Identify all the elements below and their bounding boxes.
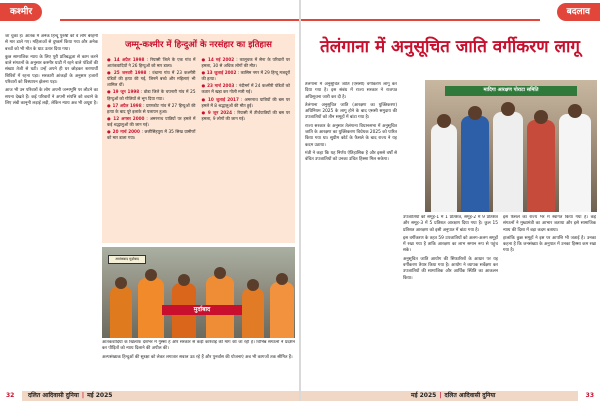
paragraph: तेलंगाना में अनुसूचित जाति (एससी) वर्गीकरण लागू कर दिया गया है। इस संबंध में राज्य सरकार ने राजपत्र अधिसूचना जारी कर दी है।: [305, 82, 397, 100]
magazine-name: दलित आदिवासी दुनिया: [444, 392, 496, 399]
issue-date: मई 2025: [411, 392, 437, 399]
paragraph: राज्य सरकार के अनुसार तेलंगाना विधानसभा में अनुसूचित जाति के आरक्षण का युक्तिकरण विधेयक 2025 को पारित किया गया था। सुप्रीम कोर्ट के फैसले के बाद राज्य ने यह कदम उठाया।: [305, 123, 397, 148]
protester-figure: [270, 282, 294, 338]
box-column-b: [202, 57, 291, 142]
left-page: [0, 0, 299, 401]
page-number: 33: [585, 392, 594, 399]
timeline-text: छत्तीसिंहपुरा में 35 सिख ग्रामीणों को मार डाला गया।: [107, 129, 196, 141]
protest-photo: [102, 247, 295, 338]
paragraph: जा चुका है। आतंक में अनेक हिन्दू पुरुषों को वे लोग बेरहमी से मार डाले गए। महिलाओं से दुष्कर्म किया गया और अनेक बच्चों को भी मौत के घाट उतार दिया गया।: [5, 34, 98, 52]
photo-caption: [102, 340, 295, 386]
right-footer-wrap: [301, 0, 600, 401]
timeline-entry: ● 20 मार्च 2000 : छत्तीसिंहपुरा में 35 सिख ग्रामीणों को मार डाला गया।: [107, 129, 196, 141]
timeline-text: रियासी जिले के एक गांव में आतंकवादियों ने 26 हिन्दुओं को मार डाला।: [107, 57, 196, 69]
timeline-date: 12 अगस्त 2000: [113, 115, 145, 121]
paragraph: आज भी उन परिवारों के लोग अपनी जन्मभूमि पर लौटने का सपना देखते हैं। कई परिवारों ने अपनी संपत्ति को बचाने के लिए लंबी कानूनी लड़ाई लड़ी, लेकिन न्याय अब भी अधूरा है।: [5, 88, 98, 106]
timeline-date: 23 मार्च 2003: [207, 83, 235, 89]
paragraph: उपजातियों को समूह-1 में 1 प्रतिशत, समूह-2 में 9 प्रतिशत और समूह-3 में 5 प्रतिशत आरक्षण दिया गया है। कुल 15 प्रतिशत आरक्षण को इसी अनुपात में बांटा गया है।: [403, 215, 498, 233]
timeline-date: 17 अप्रैल 1998: [112, 102, 142, 108]
paragraph: मंत्री ने कहा कि यह निर्णय ऐतिहासिक है और इससे वर्षों से वंचित उपजातियों को उनका उचित हिस्सा मिल सकेगा।: [305, 150, 397, 163]
protest-banner: मुर्दाबाद: [162, 305, 242, 315]
timeline-date: 19 जून 1998: [112, 89, 140, 95]
timeline-date: 14 मई 2002: [207, 57, 235, 62]
timeline-entry: ● 10 जुलाई 2017 : अमरनाथ यात्रियों की बस पर हमले में 8 श्रद्धालुओं की मौत हुई।: [201, 96, 290, 108]
paragraph: कुछ सामाजिक न्याय के लिए पूरी प्रतिबद्धता से काम करने वाले संगठनों के अनुसार कश्मीर घाटी में रहने वाले पंडितों की संख्या तेजी से घटी। उन्हें अपने ही घर छोड़कर शरणार्थी शिविरों में रहना पड़ा। सरकारी आंकड़ों के अनुसार हजारों परिवारों को विस्थापन झेलना पड़ा।: [5, 54, 98, 86]
timeline-text: अमरनाथ यात्रियों पर हमले में कई श्रद्धालुओं की जान गई।: [107, 115, 196, 127]
timeline-date: 20 मार्च 2000: [112, 129, 140, 135]
timeline-date: 9 जून 2024: [207, 109, 233, 115]
timeline-entry: ● 23 मार्च 2003 : नंदीमर्ग में 24 कश्मीरी पंडितों को कतार में खड़ा कर गोली मारी गई।: [201, 83, 290, 95]
history-box: [102, 34, 295, 243]
paragraph: हालांकि कुछ समूहों ने इस पर आपत्ति भी जताई है। उनका कहना है कि जनसंख्या के अनुपात में उनका हिस्सा कम रखा गया है।: [503, 235, 596, 254]
protester-figure: [138, 278, 164, 338]
timeline-text: वंधामा गांव में 23 कश्मीरी पंडितों की हत्या की गई, जिनमें बच्चे और महिलाएं भी शामिल थीं।: [107, 70, 196, 88]
page-number: 32: [6, 392, 15, 399]
timeline-date: 13 जुलाई 2002: [206, 70, 237, 76]
timeline-text: कालूचक में सेना के परिवारों पर हमला, 30 से अधिक लोगों की मौत।: [201, 57, 290, 69]
timeline-entry: ● 25 जनवरी 1998 : वंधामा गांव में 23 कश्मीरी पंडितों की हत्या की गई, जिनमें बच्चे और महिलाएं भी शामिल थीं।: [107, 70, 196, 88]
magazine-name: दलित आदिवासी दुनिया: [28, 392, 79, 399]
timeline-entry: ● 14 अप्रैल 1998 : रियासी जिले के एक गांव में आतंकवादियों ने 26 हिन्दुओं को मार डाला।: [107, 57, 196, 69]
timeline-entry: ● 13 जुलाई 2002 : कासिम नगर में 29 हिन्दू मजदूरों की हत्या।: [201, 70, 290, 82]
timeline-entry: ● 12 अगस्त 2000 : अमरनाथ यात्रियों पर हमले में कई श्रद्धालुओं की जान गई।: [107, 115, 196, 127]
article-column-1: [5, 34, 98, 386]
box-title: जम्मू-कश्मीर में हिन्दुओं के नरसंहार का इतिहास: [125, 40, 272, 50]
timeline-text: कासिम नगर में 29 हिन्दू मजदूरों की हत्या।: [201, 70, 290, 82]
timeline-date: 10 जुलाई 2017: [208, 96, 239, 102]
timeline-entry: ● 9 जून 2024 : रियासी में तीर्थयात्रियों की बस पर हमला, 9 लोगों की जान गई।: [201, 109, 290, 121]
right-footer: [301, 389, 600, 401]
protest-placard: आतंकवाद मुर्दाबाद: [108, 255, 146, 264]
paragraph: अल्पसंख्यक हिन्दुओं की सुरक्षा को लेकर लगातार सवाल उठ रहे हैं और पुनर्वास की योजनाएं अब भी कागजों तक सीमित हैं।: [102, 354, 293, 360]
left-footer: [0, 389, 299, 401]
timeline-text: रियासी में तीर्थयात्रियों की बस पर हमला, 9 लोगों की जान गई।: [201, 109, 290, 121]
section-label: बदलाव: [557, 3, 600, 21]
footer-text: दलित आदिवासी दुनिया | मई 2025: [28, 392, 113, 399]
paragraph: इस वर्गीकरण के तहत 59 उपजातियों को अलग-अलग समूहों में रखा गया है ताकि आरक्षण का लाभ समान रूप से पहुंच सके।: [403, 235, 498, 254]
left-header: [0, 3, 299, 25]
paragraph: अनुसूचित जाति आयोग की सिफारिशों के आधार पर यह वर्गीकरण तैयार किया गया है। आयोग ने व्यापक सर्वेक्षण कर उपजातियों की सामाजिक और आर्थिक स्थिति का आकलन किया।: [403, 256, 498, 281]
protester-figure: [242, 288, 264, 338]
issue-date: मई 2025: [87, 392, 113, 399]
timeline-entry: ● 17 अप्रैल 1998 : प्राणकोट गांव में 27 हिन्दुओं की हत्या के बाद पूरे इलाके से पलायन हुआ।: [107, 102, 196, 114]
timeline-text: डोडा जिले के चपनारी गांव में 25 हिन्दुओं को गोलियों से भून दिया गया।: [107, 89, 196, 101]
box-column-a: [107, 57, 196, 142]
timeline-date: 14 अप्रैल 1998: [113, 57, 145, 62]
timeline-date: 25 जनवरी 1998: [113, 70, 147, 76]
paragraph: इस फैसले का राज्य भर में स्वागत किया गया है। कई संगठनों ने मुख्यमंत्री का आभार जताया और इसे सामाजिक न्याय की दिशा में बड़ा कदम बताया।: [503, 215, 596, 233]
header-rule: [60, 19, 299, 21]
page-headline: तेलंगाना में अनुसूचित जाति वर्गीकरण लागू: [320, 37, 580, 57]
paragraph: तेलंगाना अनुसूचित जाति (आरक्षण का युक्तिकरण) अधिनियम 2025 के लागू होने के बाद एससी समुदाय की उपजातियों को तीन समूहों में बांटा गया है।: [305, 102, 397, 121]
timeline-text: अमरनाथ यात्रियों की बस पर हमले में 8 श्रद्धालुओं की मौत हुई।: [201, 96, 290, 108]
timeline-entry: ● 19 जून 1998 : डोडा जिले के चपनारी गांव में 25 हिन्दुओं को गोलियों से भून दिया गया।: [107, 89, 196, 101]
section-label: कश्मीर: [0, 3, 42, 21]
timeline-entry: ● 14 मई 2002 : कालूचक में सेना के परिवारों पर हमला, 30 से अधिक लोगों की मौत।: [201, 57, 290, 69]
celebration-banner: मादिगा आरक्षण पोराटा समिति: [445, 86, 577, 96]
paragraph: आतंकवादियों के खिलाफ देशभर में गुस्सा है और सरकार से कड़ी कार्रवाई की मांग की जा रही है। विभिन्न संगठनों ने प्रदर्शन कर पीड़ितों को न्याय दिलाने की अपील की।: [102, 340, 295, 352]
timeline-text: नंदीमर्ग में 24 कश्मीरी पंडितों को कतार में खड़ा कर गोली मारी गई।: [201, 83, 290, 95]
protester-figure: [110, 286, 132, 338]
timeline-text: प्राणकोट गांव में 27 हिन्दुओं की हत्या के बाद पूरे इलाके से पलायन हुआ।: [107, 102, 196, 114]
footer-text: मई 2025 | दलित आदिवासी दुनिया: [411, 392, 496, 399]
